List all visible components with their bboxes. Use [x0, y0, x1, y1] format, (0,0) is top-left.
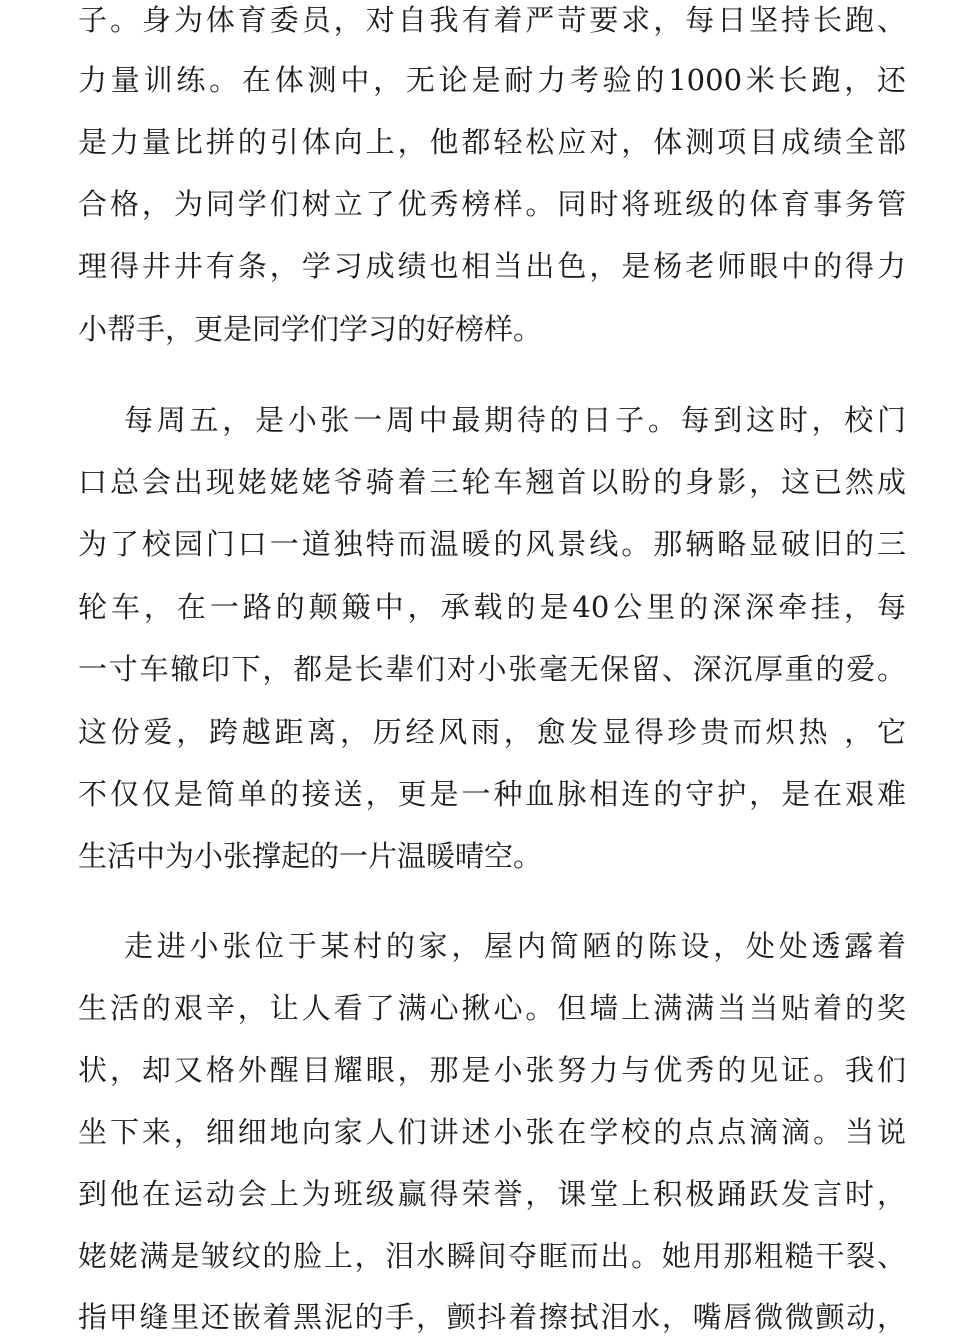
text-line: 理得井井有条，学习成绩也相当出色，是杨老师眼中的得力 [78, 249, 906, 283]
text-line: 是力量比拼的引体向上，他都轻松应对，体测项目成绩全部 [78, 125, 906, 159]
text-line: 子。身为体育委员，对自我有着严苛要求，每日坚持长跑、 [78, 3, 906, 37]
text-line: 一寸车辙印下，都是长辈们对小张毫无保留、深沉厚重的爱。 [78, 652, 906, 686]
text-line: 坐下来，细细地向家人们讲述小张在学校的点点滴滴。当说 [78, 1115, 906, 1149]
text-line: 状，却又格外醒目耀眼，那是小张努力与优秀的见证。我们 [78, 1053, 906, 1087]
text-line: 走进小张位于某村的家，屋内简陋的陈设，处处透露着 [124, 929, 906, 963]
text-line: 合格，为同学们树立了优秀榜样。同时将班级的体育事务管 [78, 187, 906, 221]
text-line: 这份爱，跨越距离，历经风雨，愈发显得珍贵而炽热 ，它 [78, 715, 906, 749]
text-line: 指甲缝里还嵌着黑泥的手，颤抖着擦拭泪水，嘴唇微微颤动， [78, 1300, 906, 1334]
text-line: 每周五，是小张一周中最期待的日子。每到这时，校门 [124, 403, 906, 437]
text-line: 为了校园门口一道独特而温暖的风景线。那辆略显破旧的三 [78, 527, 906, 561]
text-line: 不仅仅是简单的接送，更是一种血脉相连的守护，是在艰难 [78, 777, 906, 811]
text-line: 力量训练。在体测中，无论是耐力考验的1000米长跑，还 [78, 63, 906, 97]
text-line: 生活中为小张撑起的一片温暖晴空。 [78, 839, 543, 873]
text-line: 到他在运动会上为班级赢得荣誉，课堂上积极踊跃发言时， [78, 1177, 906, 1211]
text-line: 轮车，在一路的颠簸中，承载的是40公里的深深牵挂，每 [78, 590, 906, 624]
text-line: 生活的艰辛，让人看了满心揪心。但墙上满满当当贴着的奖 [78, 991, 906, 1025]
text-line: 口总会出现姥姥姥爷骑着三轮车翘首以盼的身影，这已然成 [78, 465, 906, 499]
text-line: 小帮手，更是同学们学习的好榜样。 [78, 312, 543, 346]
text-line: 姥姥满是皱纹的脸上，泪水瞬间夺眶而出。她用那粗糙干裂、 [78, 1239, 906, 1273]
